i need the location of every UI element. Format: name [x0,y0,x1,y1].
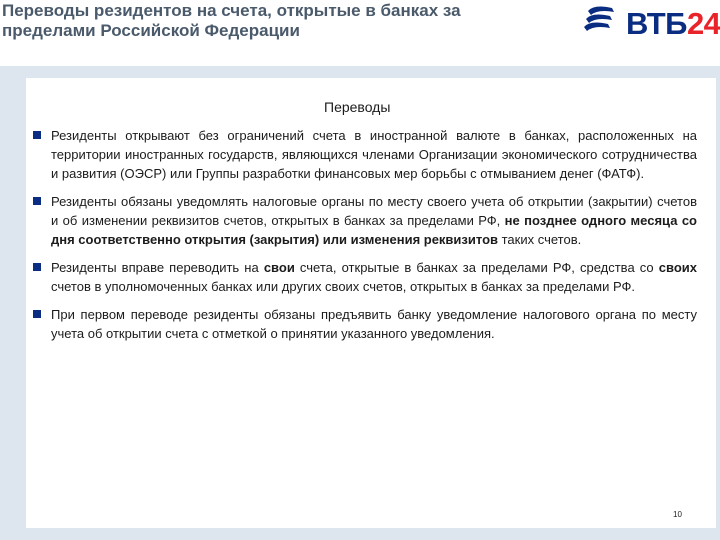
bullet-list [33,126,697,352]
bullet-square-icon [33,310,41,318]
slide-title-line-2: пределами Российской Федерации [2,21,300,40]
bullet-text: счетов в уполномоченных банках или других своих счетов, открытых в банках за пределами РФ. [51,279,636,294]
slide-title [2,1,542,41]
bullet-item [33,305,697,343]
section-title: Переводы [324,99,391,115]
bullet-text: При первом переводе резиденты обязаны предъявить банку уведомление налогового органа по месту учета об открытии счета с отметкой о принятии указанного уведомления. [51,307,697,341]
bullet-item [33,126,697,183]
bullet-square-icon [33,131,41,139]
bullet-item [33,258,697,296]
logo-wordmark [626,2,720,46]
bullet-bold-text: свои [263,260,295,275]
logo-number: 24 [686,6,720,41]
vtb24-logo [580,2,720,44]
bullet-square-icon [33,197,41,205]
bullet-text: таких счетов. [498,232,582,247]
page-number: 10 [673,510,682,519]
logo-brand: ВТБ [626,6,687,41]
bullet-text: счета, открытые в банках за пределами РФ, средства со [294,260,659,275]
vtb-wave-icon [580,2,622,44]
bullet-text: Резиденты вправе переводить на [51,260,264,275]
bullet-text: Резиденты открывают без ограничений счета в иностранной валюте в банках, расположенных на территории иностранных государств, являющихся членами Организации экономического сотрудничества и развития (ОЭСР) или Группы разработки финансовых мер борьбы с отмыванием денег (ФАТФ). [51,128,697,181]
bullet-text: Резиденты обязаны уведомлять налоговые органы по месту своего учета об открытии (закрытии) счетов и об изменении реквизитов счетов, открытых в банках за пределами РФ, [51,194,697,228]
slide-header [0,0,720,66]
bullet-item [33,192,697,249]
slide-title-line-1: Переводы резидентов на счета, открытые в банках за [2,1,461,20]
bullet-square-icon [33,263,41,271]
bullet-bold-text: своих [658,260,697,275]
bullet-bold-text: не позднее одного месяца со дня соответственно открытия (закрытия) или изменения реквизитов [51,213,697,247]
